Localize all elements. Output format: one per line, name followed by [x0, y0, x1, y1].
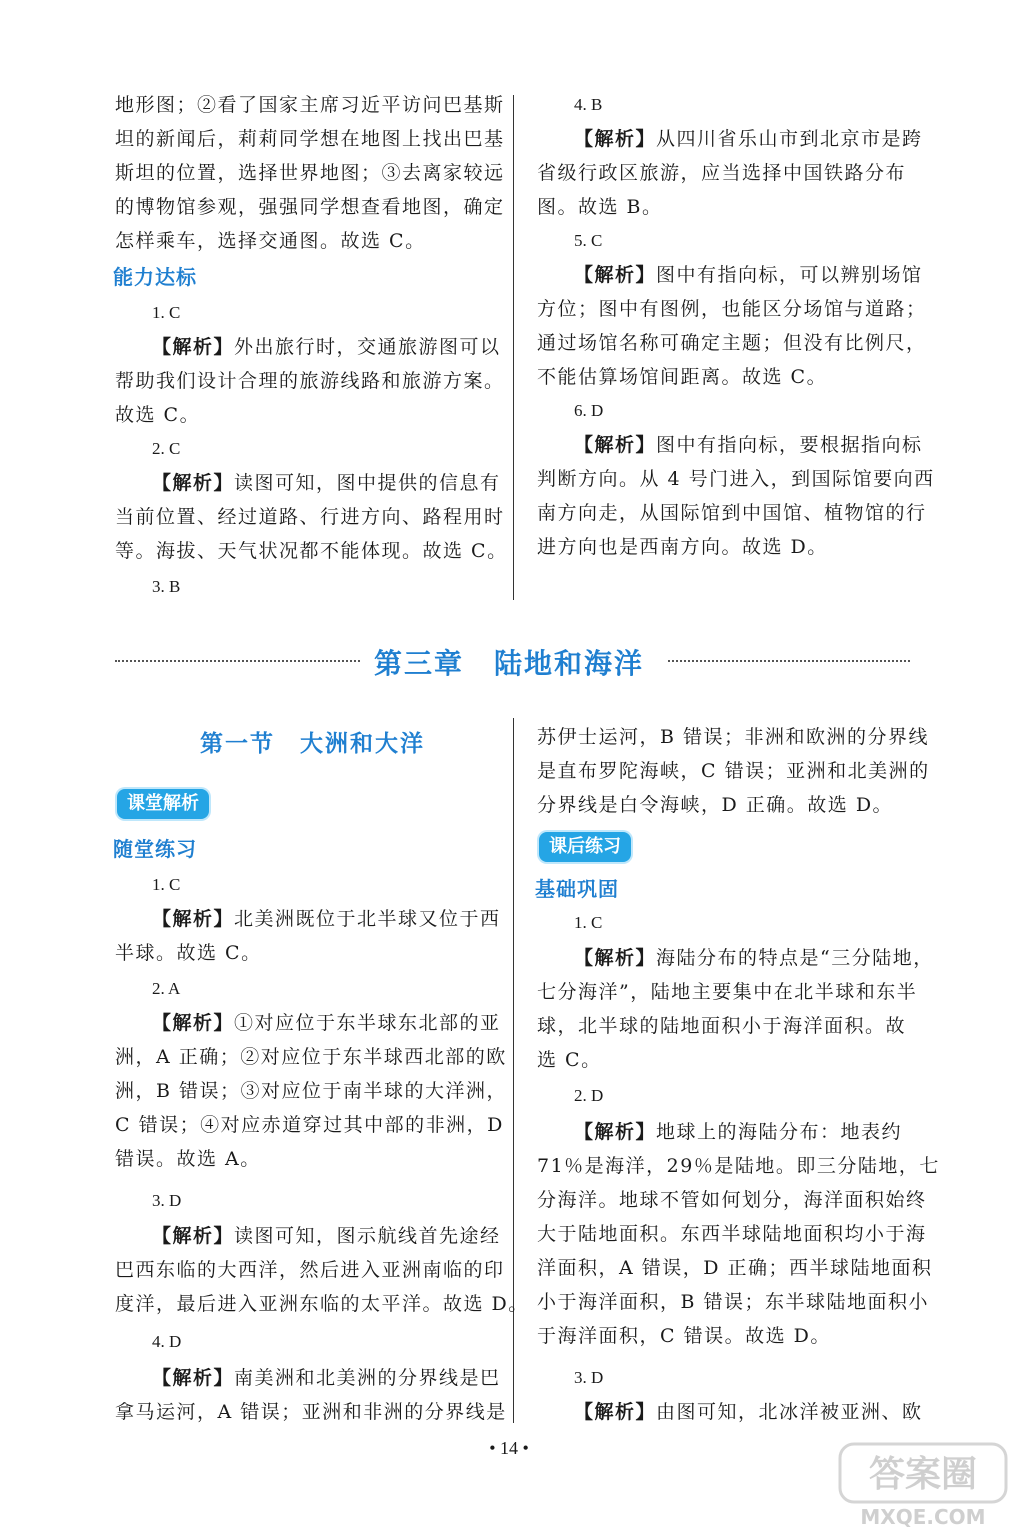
heading-practice: 随堂练习: [113, 837, 197, 861]
analysis-line: 【解析】①对应位于东半球东北部的亚: [152, 1012, 501, 1034]
text-line: 当前位置、经过道路、行进方向、路程用时: [115, 506, 505, 528]
text-line: 判断方向。从 4 号门进入，到国际馆要向西: [537, 468, 935, 490]
analysis-tag: 【解析】: [574, 1401, 657, 1423]
text-line: 半球。故选 C。: [115, 942, 262, 964]
text-line: 选 C。: [537, 1049, 602, 1071]
text-line: 南方向走，从国际馆到中国馆、植物馆的行: [537, 502, 927, 524]
watermark-logo: [838, 1440, 1008, 1530]
column-divider-top: [513, 95, 514, 600]
analysis-tag: 【解析】: [152, 336, 235, 358]
badge-after-class: 课后练习: [539, 832, 631, 862]
analysis-line: 【解析】海陆分布的特点是“三分陆地，: [574, 947, 934, 969]
heading-basics: 基础巩固: [535, 877, 619, 901]
answer-number: 3. D: [574, 1368, 604, 1387]
text-line: 坦的新闻后，莉莉同学想在地图上找出巴基: [115, 128, 505, 150]
answer-number: 2. A: [152, 979, 181, 998]
answer-number: 4. B: [574, 95, 603, 114]
text-line: 球，北半球的陆地面积小于海洋面积。故: [537, 1015, 907, 1037]
analysis-tag: 【解析】: [152, 908, 235, 930]
answer-number: 4. D: [152, 1332, 182, 1351]
badge-classroom: 课堂解析: [117, 789, 209, 819]
analysis-line: 【解析】图中有指向标，可以辨别场馆: [574, 264, 923, 286]
text-line: 度洋，最后进入亚洲东临的太平洋。故选 D。: [115, 1293, 529, 1315]
text-line: 小于海洋面积，B 错误；东半球陆地面积小: [537, 1291, 930, 1313]
analysis-line: 【解析】读图可知，图中提供的信息有: [152, 472, 501, 494]
chapter-dotted-rule-right: [668, 660, 910, 662]
answer-number: 1. C: [152, 875, 181, 894]
analysis-tag: 【解析】: [152, 1367, 235, 1389]
analysis-line: 【解析】从四川省乐山市到北京市是跨: [574, 128, 923, 150]
text-line: 洲，B 错误；③对应位于南半球的大洋洲，: [115, 1080, 508, 1102]
text-line: 图。故选 B。: [537, 196, 663, 218]
svg-text:答案圈: 答案圈: [868, 1454, 978, 1495]
text-line: 71％是海洋，29％是陆地。即三分陆地，七: [537, 1155, 940, 1177]
analysis-tag: 【解析】: [574, 264, 657, 286]
text-line: 不能估算场馆间距离。故选 C。: [537, 366, 828, 388]
answer-number: 3. B: [152, 577, 181, 596]
text-line: 地形图；②看了国家主席习近平访问巴基斯: [115, 94, 505, 116]
analysis-tag: 【解析】: [152, 1012, 235, 1034]
answer-number: 1. C: [574, 913, 603, 932]
answer-number: 2. C: [152, 439, 181, 458]
text-line: 错误。故选 A。: [115, 1148, 261, 1170]
text-line: 洲，A 正确；②对应位于东半球西北部的欧: [115, 1046, 507, 1068]
text-line: 大于陆地面积。东西半球陆地面积均小于海: [537, 1223, 927, 1245]
analysis-tag: 【解析】: [574, 128, 657, 150]
text-line: 分界线是白令海峡，D 正确。故选 D。: [537, 794, 894, 816]
analysis-tag: 【解析】: [152, 472, 235, 494]
text-line: 故选 C。: [115, 404, 201, 426]
column-divider-bottom: [513, 718, 514, 1423]
page-number: • 14 •: [489, 1438, 529, 1458]
analysis-tag: 【解析】: [574, 434, 657, 456]
text-line: 七分海洋”，陆地主要集中在北半球和东半: [537, 981, 918, 1003]
analysis-tag: 【解析】: [574, 1121, 657, 1143]
answer-number: 2. D: [574, 1086, 604, 1105]
text-line: 巴西东临的大西洋，然后进入亚洲南临的印: [115, 1259, 505, 1281]
text-line: 的博物馆参观，强强同学想查看地图，确定: [115, 196, 505, 218]
analysis-line: 【解析】北美洲既位于北半球又位于西: [152, 908, 501, 930]
text-line: 省级行政区旅游，应当选择中国铁路分布: [537, 162, 907, 184]
text-line: 是直布罗陀海峡，C 错误；亚洲和北美洲的: [537, 760, 930, 782]
analysis-line: 【解析】外出旅行时，交通旅游图可以: [152, 336, 501, 358]
text-line: 分海洋。地球不管如何划分，海洋面积始终: [537, 1189, 927, 1211]
analysis-line: 【解析】由图可知，北冰洋被亚洲、欧: [574, 1401, 923, 1423]
text-line: 苏伊士运河，B 错误；非洲和欧洲的分界线: [537, 726, 930, 748]
text-line: 进方向也是西南方向。故选 D。: [537, 536, 828, 558]
answer-number: 3. D: [152, 1191, 182, 1210]
text-line: 通过场馆名称可确定主题；但没有比例尺，: [537, 332, 927, 354]
analysis-line: 【解析】南美洲和北美洲的分界线是巴: [152, 1367, 501, 1389]
text-line: 斯坦的位置，选择世界地图；③去离家较远: [115, 162, 505, 184]
heading-ability: 能力达标: [113, 265, 197, 289]
text-line: 帮助我们设计合理的旅游线路和旅游方案。: [115, 370, 505, 392]
analysis-line: 【解析】地球上的海陆分布：地表约: [574, 1121, 903, 1143]
text-line: 拿马运河，A 错误；亚洲和非洲的分界线是: [115, 1401, 507, 1423]
analysis-tag: 【解析】: [152, 1225, 235, 1247]
analysis-line: 【解析】图中有指向标，要根据指向标: [574, 434, 923, 456]
section-title: 第一节 大洲和大洋: [200, 731, 425, 757]
answer-number: 6. D: [574, 401, 604, 420]
answer-number: 1. C: [152, 303, 181, 322]
text-line: 等。海拔、天气状况都不能体现。故选 C。: [115, 540, 508, 562]
analysis-line: 【解析】读图可知，图示航线首先途经: [152, 1225, 501, 1247]
text-line: C 错误；④对应赤道穿过其中部的非洲，D: [115, 1114, 504, 1136]
svg-text:MXQE.COM: MXQE.COM: [860, 1505, 986, 1529]
chapter-title: 第三章 陆地和海洋: [373, 647, 644, 680]
text-line: 洋面积，A 错误，D 正确；西半球陆地面积: [537, 1257, 933, 1279]
text-line: 方位；图中有图例，也能区分场馆与道路；: [537, 298, 927, 320]
analysis-tag: 【解析】: [574, 947, 657, 969]
text-line: 怎样乘车，选择交通图。故选 C。: [115, 230, 426, 252]
text-line: 于海洋面积，C 错误。故选 D。: [537, 1325, 831, 1347]
answer-number: 5. C: [574, 231, 603, 250]
